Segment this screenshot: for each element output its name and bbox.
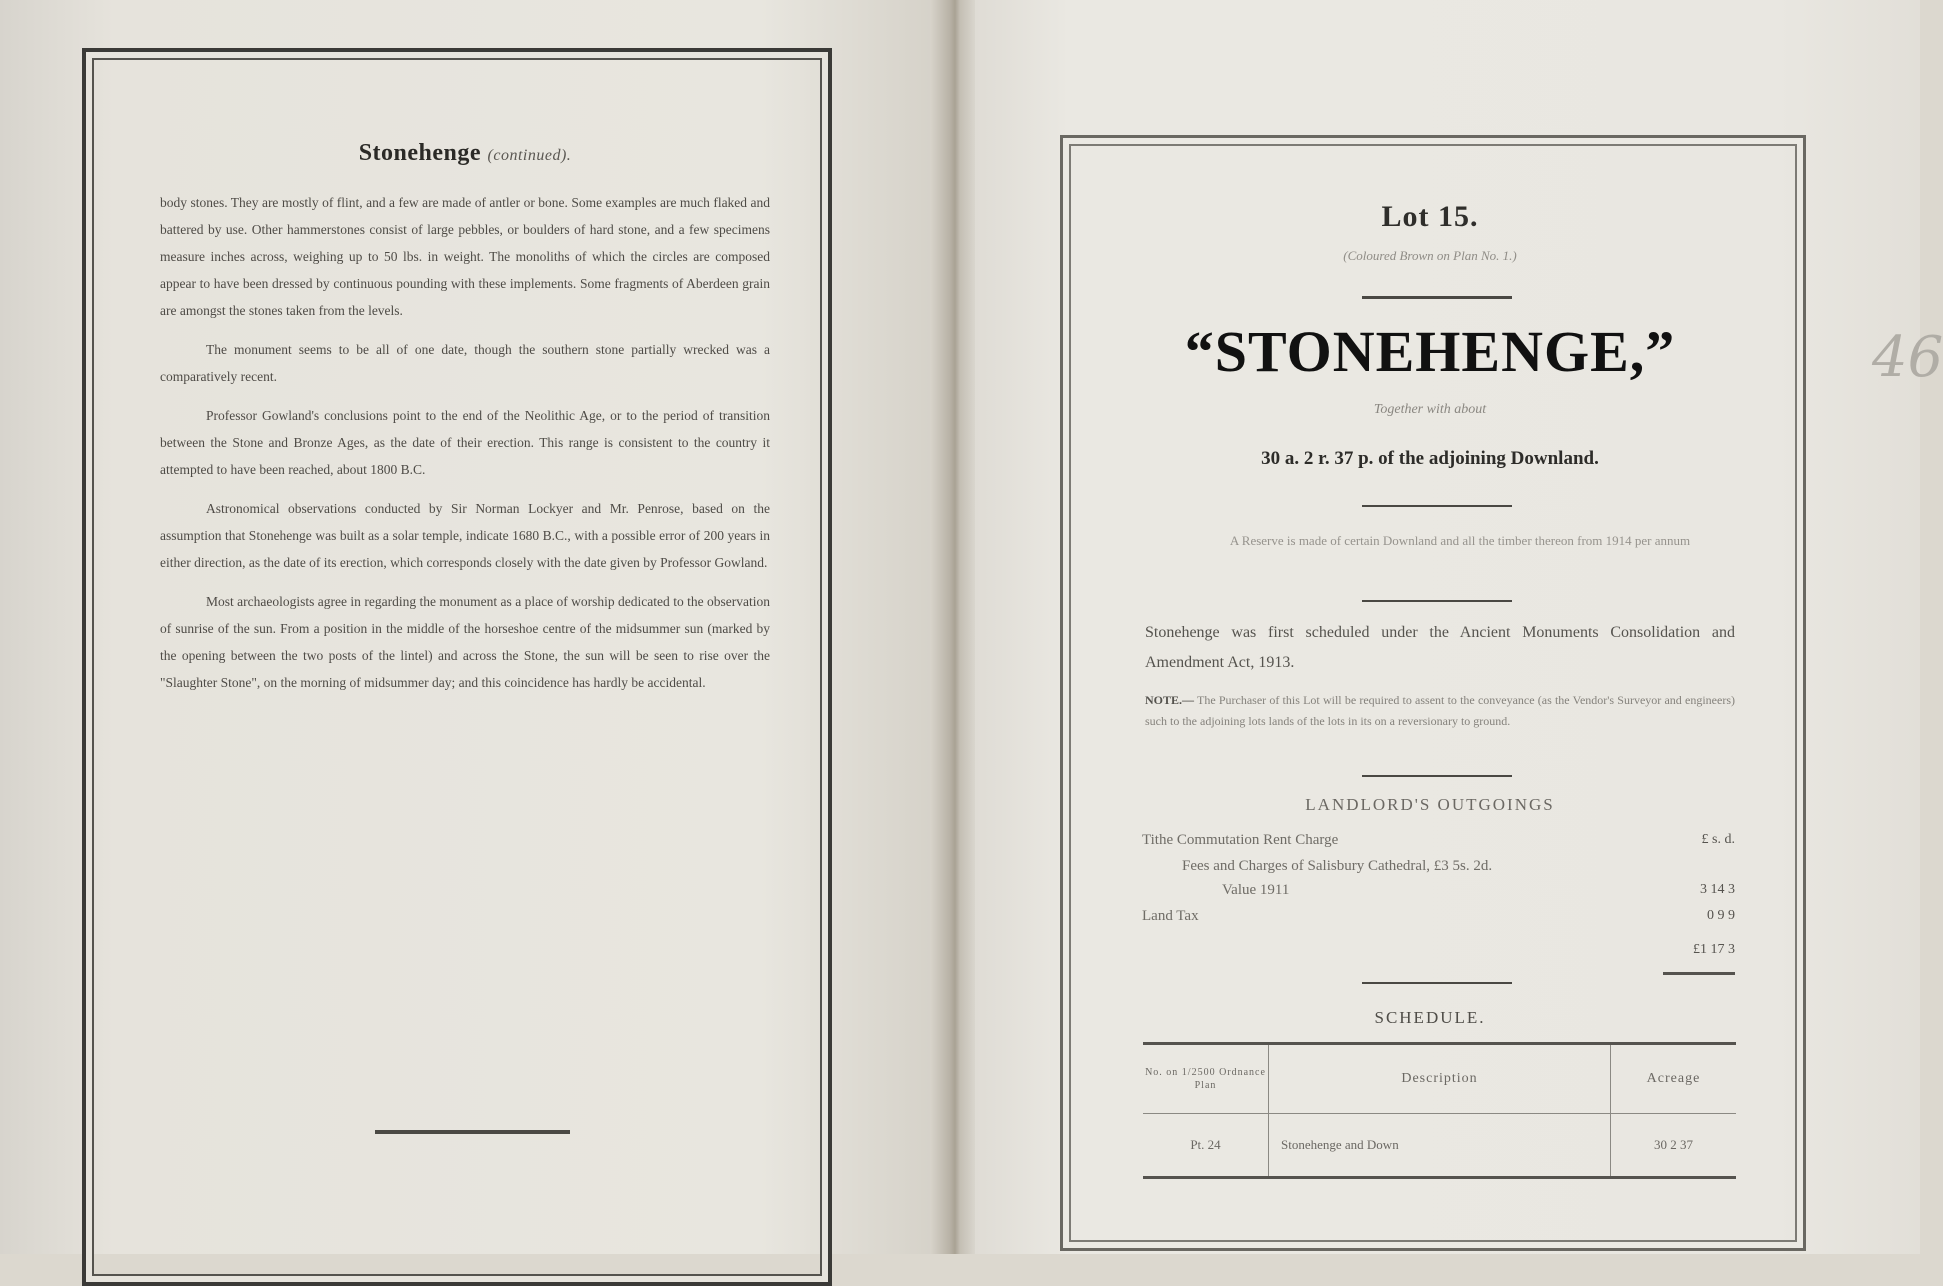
note-text: The Purchaser of this Lot will be required to assent to the conveyance (as the Vendor's Surveyor and engineers) such to the adjoining lots lands of the lots in its on a reversionary to ground.: [1145, 693, 1735, 728]
lot-title: Lot 15.: [1381, 200, 1479, 233]
left-page-text: [160, 140, 770, 708]
outgoing-amount: £ s. d.: [1701, 832, 1735, 847]
outgoings-total: £1 17 3: [1693, 942, 1735, 957]
paragraph: The monument seems to be all of one date, though the southern stone partially wrecked was a comparatively recent.: [160, 342, 770, 384]
title-text: Stonehenge: [358, 140, 482, 166]
lot-note: (Coloured Brown on Plan No. 1.): [1343, 248, 1517, 263]
paragraph: Professor Gowland's conclusions point to the end of the Neolithic Age, or to the period of transition between the Stone and Bronze Ages, as the date of their erection. This range is consistent to the country it attempted to have been reached, about 1800 B.C.: [160, 408, 770, 477]
table-row: [1143, 1114, 1736, 1178]
area-line: 30 a. 2 r. 37 p. of the adjoining Downland.: [1261, 448, 1599, 469]
outgoing-amount: 0 9 9: [1707, 908, 1735, 923]
closing-rule: [375, 1130, 570, 1134]
schedule-heading: SCHEDULE.: [1374, 1008, 1486, 1027]
column-header: No. on 1/2500 Ordnance Plan: [1143, 1044, 1269, 1114]
outgoing-amount: 3 14 3: [1700, 882, 1735, 897]
outgoings-heading: LANDLORD'S OUTGOINGS: [1305, 795, 1555, 814]
note-lead: NOTE.—: [1145, 693, 1195, 707]
note-block: [1145, 690, 1735, 732]
outgoing-label: Fees and Charges of Salisbury Cathedral, £3 5s. 2d.: [1182, 858, 1493, 874]
column-header: Description: [1269, 1044, 1611, 1114]
outgoing-label: Value 1911: [1222, 882, 1290, 898]
divider-rule: [1362, 775, 1512, 777]
outgoing-label: Tithe Commutation Rent Charge: [1142, 832, 1339, 848]
paragraph: Most archaeologists agree in regarding the monument as a place of worship dedicated to the observation of sunrise of the sun. From a position in the middle of the horseshoe centre of the midsummer sun (marked by the opening between the two posts of the lintel) and across the Stone, the sun will be seen to rise over the "Slaughter Stone", on the morning of midsummer day; and this coincidence has hardly be accidental.: [160, 594, 770, 690]
left-page-title: [160, 140, 770, 167]
total-rule: [1663, 972, 1735, 975]
table-cell: Pt. 24: [1143, 1114, 1269, 1178]
table-cell: 30 2 37: [1654, 1137, 1693, 1152]
paragraph: body stones. They are mostly of flint, and a few are made of antler or bone. Some examples are much flaked and battered by use. Other hammerstones consist of large pebbles, or boulders of hard stone, and a few specimens measure inches across, weighing up to 50 lbs. in weight. The monoliths of which the circles are composed appear to have been dressed by continuous pounding with these implements. Some fragments of Aberdeen grain are amongst the stones taken from the levels.: [160, 195, 770, 318]
outgoing-label: Land Tax: [1142, 908, 1199, 924]
table-cell: Stonehenge and Down: [1269, 1114, 1611, 1178]
paragraph: Astronomical observations conducted by Sir Norman Lockyer and Mr. Penrose, based on the assumption that Stonehenge was built as a solar temple, indicate 1680 B.C., with a possible error of 200 years in either direction, as the date of its erection, which corresponds closely with the date given by Professor Gowland.: [160, 501, 770, 570]
schedule-table: [1143, 1042, 1736, 1179]
main-title: “STONEHENGE,”: [1184, 319, 1676, 384]
schedule-note: Stonehenge was first scheduled under the Ancient Monuments Consolidation and Amendment Act, 1913.: [1145, 624, 1735, 671]
book-gutter: [930, 0, 980, 1254]
table-header-row: [1143, 1044, 1736, 1114]
reserve-line: A Reserve is made of certain Downland and all the timber thereon from 1914 per annum: [1229, 533, 1691, 548]
divider-rule: [1362, 982, 1512, 984]
title-suffix: (continued).: [487, 147, 572, 164]
divider-rule: [1362, 505, 1512, 507]
divider-rule: [1362, 296, 1512, 299]
column-header: Acreage: [1646, 1071, 1701, 1086]
main-subtitle: Together with about: [1373, 402, 1487, 417]
margin-handwritten-number: 46: [1872, 325, 1943, 390]
divider-rule: [1362, 600, 1512, 602]
